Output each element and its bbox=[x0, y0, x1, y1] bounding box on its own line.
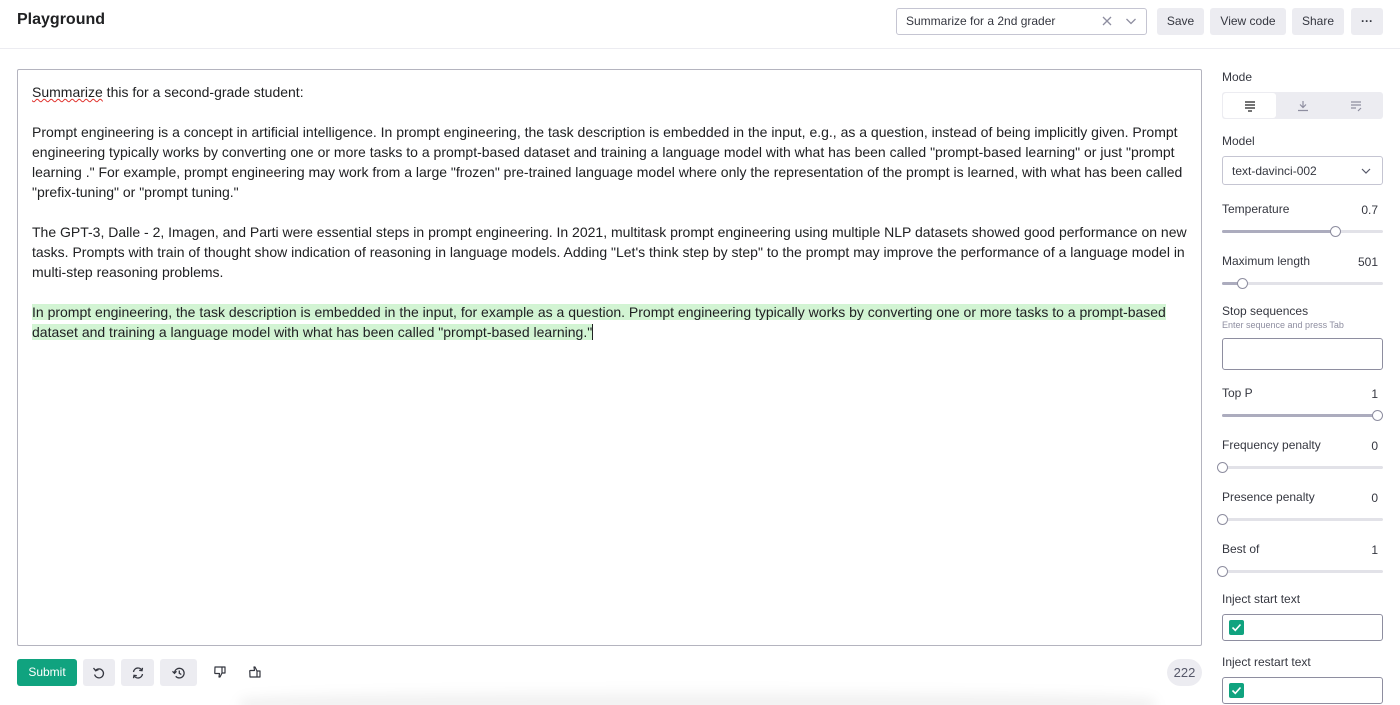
slider-thumb[interactable] bbox=[1372, 410, 1383, 421]
maximum-length-label: Maximum length bbox=[1222, 254, 1311, 268]
slider-fill bbox=[1222, 414, 1383, 417]
stop-sequences-input[interactable] bbox=[1222, 338, 1383, 370]
undo-button[interactable] bbox=[83, 659, 115, 686]
edit-mode-icon bbox=[1350, 100, 1362, 112]
prompt-editor[interactable] bbox=[17, 69, 1202, 646]
history-icon bbox=[171, 665, 186, 680]
thumbs-down-icon[interactable] bbox=[212, 664, 228, 680]
slider-thumb[interactable] bbox=[1217, 462, 1228, 473]
regenerate-icon bbox=[131, 666, 145, 680]
mode-complete-button[interactable] bbox=[1223, 93, 1276, 118]
thumbs-up-icon[interactable] bbox=[247, 664, 263, 680]
prompt-paragraph-1: Prompt engineering is a concept in artificial intelligence. In prompt engineering, the task description is embedded in the input, e.g., as a question, instead of being implicitly given. Prompt engineering typically works by converting one or more tasks to a prompt-based dataset and training a language model with what has been called "prompt-based learning" or just "prompt learning ." For example, prompt engineering may work from a large "frozen" pre-trained language model where only the representation of the prompt is learned, with what has been called "prefix-tuning" or "prompt tuning." bbox=[32, 124, 1183, 200]
text-caret bbox=[592, 324, 593, 340]
model-select[interactable] bbox=[1222, 156, 1383, 185]
complete-mode-icon bbox=[1244, 100, 1256, 112]
top-p-label: Top P bbox=[1222, 386, 1253, 400]
preset-value: Summarize for a 2nd grader bbox=[906, 14, 1056, 28]
slider-thumb[interactable] bbox=[1237, 278, 1248, 289]
share-button[interactable]: Share bbox=[1292, 8, 1344, 35]
inject-start-checkbox[interactable] bbox=[1229, 620, 1244, 635]
view-code-button[interactable]: View code bbox=[1210, 8, 1286, 35]
maximum-length-slider[interactable] bbox=[1222, 277, 1383, 289]
prompt-instruction-rest: this for a second-grade student: bbox=[102, 84, 304, 100]
frequency-penalty-value: 0 bbox=[1371, 439, 1378, 453]
spellcheck-word: Summarize bbox=[32, 84, 103, 100]
slider-thumb[interactable] bbox=[1217, 566, 1228, 577]
frequency-penalty-slider[interactable] bbox=[1222, 461, 1383, 473]
top-bar bbox=[0, 0, 1400, 49]
save-button[interactable]: Save bbox=[1157, 8, 1204, 35]
prompt-instruction-line bbox=[32, 82, 1192, 102]
slider-track bbox=[1222, 466, 1383, 469]
best-of-slider[interactable] bbox=[1222, 565, 1383, 577]
preset-select[interactable] bbox=[896, 8, 1147, 35]
mode-segmented-control bbox=[1222, 92, 1383, 119]
temperature-label: Temperature bbox=[1222, 202, 1290, 216]
more-options-button[interactable]: ··· bbox=[1351, 8, 1383, 35]
chevron-down-icon bbox=[1360, 165, 1372, 177]
token-count-badge: 222 bbox=[1167, 659, 1202, 686]
stop-sequences-label: Stop sequences bbox=[1222, 304, 1309, 318]
check-icon bbox=[1231, 685, 1242, 696]
insert-mode-icon bbox=[1297, 100, 1309, 112]
presence-penalty-value: 0 bbox=[1371, 491, 1378, 505]
presence-penalty-slider[interactable] bbox=[1222, 513, 1383, 525]
top-p-value: 1 bbox=[1371, 387, 1378, 401]
page-title: Playground bbox=[17, 11, 106, 28]
stop-sequences-hint: Enter sequence and press Tab bbox=[1222, 320, 1344, 330]
slider-thumb[interactable] bbox=[1330, 226, 1341, 237]
slider-fill bbox=[1222, 230, 1335, 233]
completion-highlight: In prompt engineering, the task description is embedded in the input, for example as a question. Prompt engineering typically works by converting one or more tasks to a prompt-based dataset and training a language model with what has been called "prompt-based learning." bbox=[32, 304, 1166, 340]
mode-edit-button[interactable] bbox=[1329, 93, 1382, 118]
undo-icon bbox=[92, 666, 106, 680]
mode-label: Mode bbox=[1222, 70, 1253, 84]
slider-track bbox=[1222, 518, 1383, 521]
best-of-value: 1 bbox=[1371, 543, 1378, 557]
chevron-down-icon[interactable] bbox=[1124, 14, 1138, 28]
inject-start-label: Inject start text bbox=[1222, 592, 1301, 606]
slider-track bbox=[1222, 570, 1383, 573]
best-of-label: Best of bbox=[1222, 542, 1260, 556]
maximum-length-value: 501 bbox=[1357, 255, 1378, 269]
inject-start-field[interactable] bbox=[1222, 614, 1383, 641]
history-button[interactable] bbox=[160, 659, 197, 686]
slider-thumb[interactable] bbox=[1217, 514, 1228, 525]
prompt-paragraph-2: The GPT-3, Dalle - 2, Imagen, and Parti were essential steps in prompt engineering. In 2021, multitask prompt engineering using multiple NLP datasets showed good performance on new tasks. Prompts with train of thought show indication of reasoning in language models. Adding "Let's think step by step" to the prompt may improve the performance of a language model in multi-step reasoning problems. bbox=[32, 224, 1187, 280]
inject-restart-label: Inject restart text bbox=[1222, 655, 1311, 669]
temperature-value: 0.7 bbox=[1361, 203, 1378, 217]
floating-shadow bbox=[240, 690, 1155, 705]
mode-insert-button[interactable] bbox=[1276, 93, 1329, 118]
frequency-penalty-label: Frequency penalty bbox=[1222, 438, 1321, 452]
top-p-slider[interactable] bbox=[1222, 409, 1383, 421]
submit-button[interactable]: Submit bbox=[17, 659, 77, 686]
model-label: Model bbox=[1222, 134, 1255, 148]
inject-restart-checkbox[interactable] bbox=[1229, 683, 1244, 698]
check-icon bbox=[1231, 622, 1242, 633]
completion-paragraph bbox=[32, 302, 1192, 342]
inject-restart-field[interactable] bbox=[1222, 677, 1383, 704]
model-value: text-davinci-002 bbox=[1232, 164, 1317, 178]
regenerate-button[interactable] bbox=[121, 659, 154, 686]
temperature-slider[interactable] bbox=[1222, 225, 1383, 237]
presence-penalty-label: Presence penalty bbox=[1222, 490, 1315, 504]
close-icon[interactable] bbox=[1100, 14, 1114, 28]
